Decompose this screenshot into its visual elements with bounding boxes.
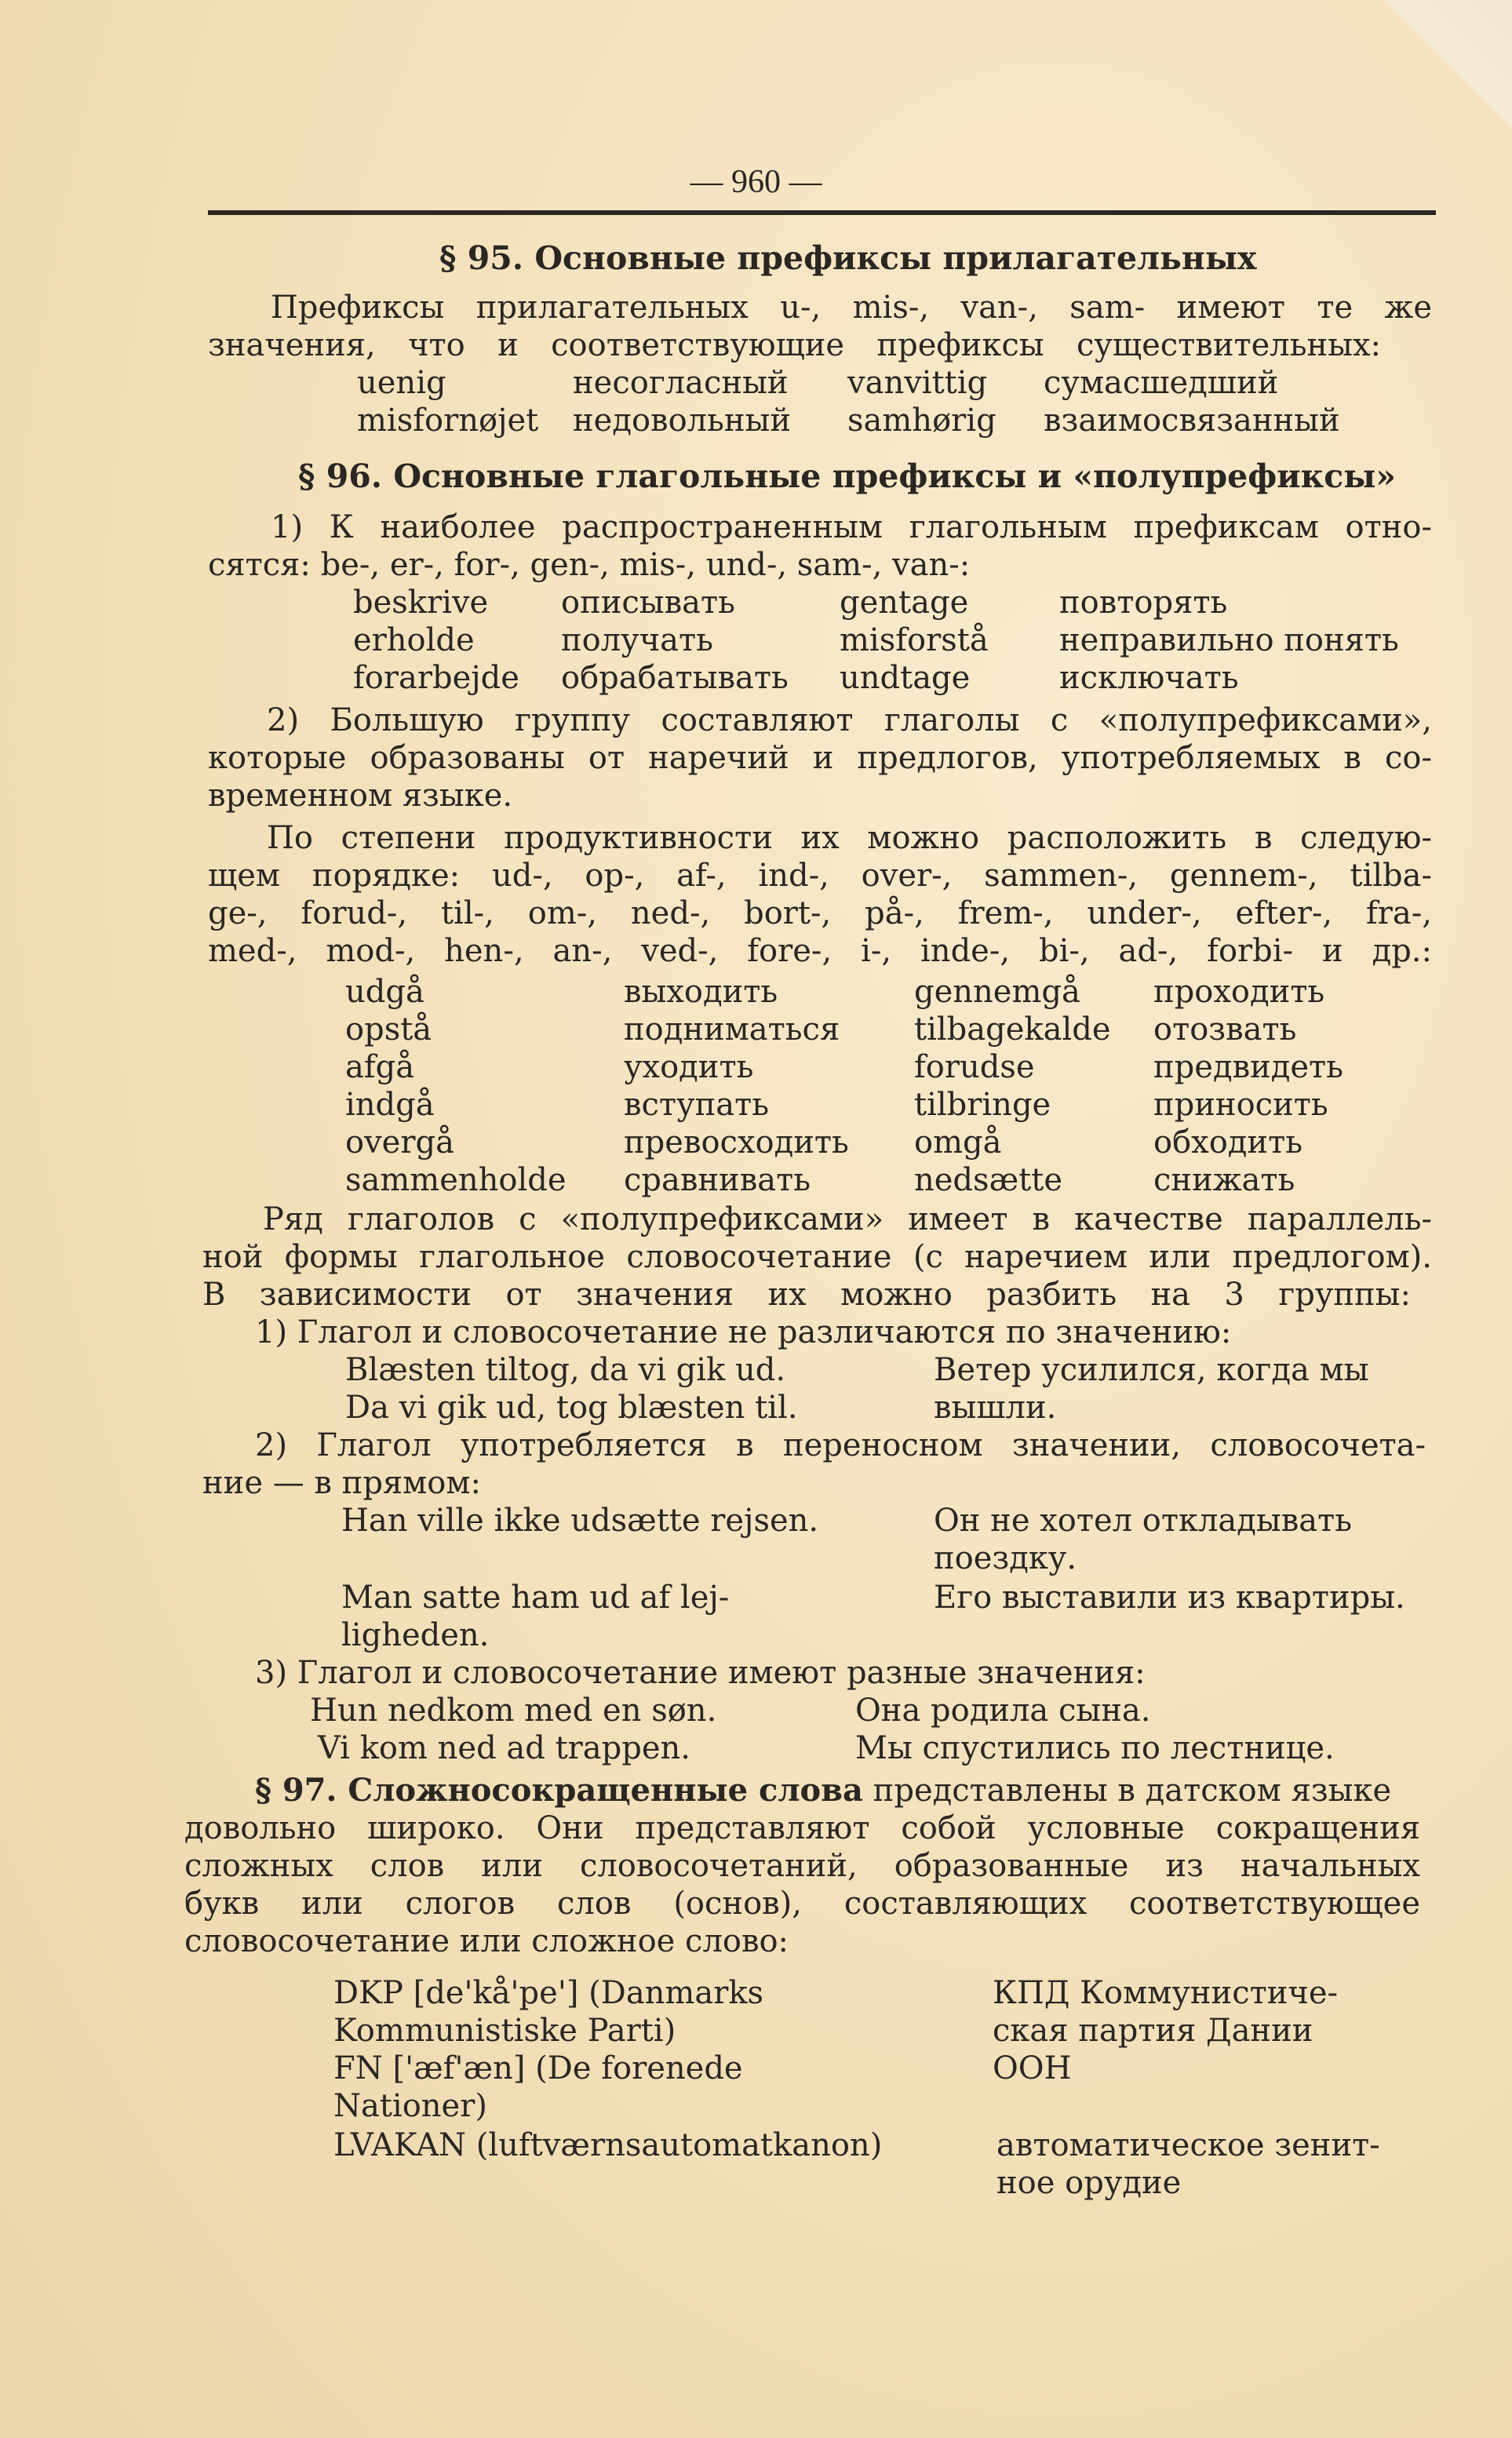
example-russian: вступать bbox=[624, 1087, 769, 1123]
s96-p4-line: Ряд глаголов с «полупрефиксами» имеет в качестве параллель- bbox=[263, 1201, 1432, 1237]
example-danish: gennemgå bbox=[914, 974, 1080, 1010]
group-2-label: 2) Глагол употребляется в переносном значении, словосочета- bbox=[255, 1427, 1426, 1463]
example-danish: opstå bbox=[345, 1011, 432, 1048]
s96-p1-line: 1) К наиболее распространенным глагольным префиксам отно- bbox=[271, 509, 1432, 545]
example-danish: Da vi gik ud, tog blæsten til. bbox=[345, 1390, 798, 1426]
example-danish: beskrive bbox=[353, 585, 489, 621]
example-russian: Мы спустились по лестнице. bbox=[855, 1730, 1335, 1766]
section-96-heading: § 96. Основные глагольные префиксы и «полупрефиксы» bbox=[298, 457, 1396, 495]
example-danish: erholde bbox=[353, 622, 475, 658]
example-russian: Он не хотел откладывать bbox=[934, 1503, 1352, 1539]
s97-line: словосочетание или сложное слово: bbox=[184, 1923, 789, 1959]
example-danish: afgå bbox=[345, 1049, 415, 1085]
example-russian: получать bbox=[561, 622, 713, 658]
section-95-heading: § 95. Основные префиксы прилагательных bbox=[439, 239, 1257, 277]
s96-p2-line: которые образованы от наречий и предлогов, употребляемых в со- bbox=[208, 740, 1432, 776]
example-danish: Man satte ham ud af lej- bbox=[341, 1580, 730, 1616]
example-russian: превосходить bbox=[624, 1124, 849, 1161]
example-danish: omgå bbox=[914, 1124, 1002, 1161]
abbr-danish: Kommunistiske Parti) bbox=[333, 2013, 676, 2049]
abbr-russian: КПД Коммунистиче- bbox=[993, 1975, 1339, 2011]
example-russian: сравнивать bbox=[624, 1162, 811, 1198]
example-danish: samhørig bbox=[847, 403, 996, 439]
example-danish: tilbringe bbox=[914, 1087, 1051, 1123]
page-corner-fold bbox=[1355, 0, 1512, 157]
s96-p2-line: временном языке. bbox=[208, 778, 513, 814]
example-russian: приносить bbox=[1153, 1087, 1328, 1123]
example-danish: uenig bbox=[357, 365, 446, 401]
example-russian: проходить bbox=[1153, 974, 1325, 1010]
abbr-russian: ская партия Дании bbox=[993, 2013, 1313, 2049]
example-russian: подниматься bbox=[624, 1011, 840, 1048]
example-russian: уходить bbox=[624, 1049, 754, 1085]
example-danish: forarbejde bbox=[353, 660, 519, 696]
example-russian: повторять bbox=[1059, 585, 1228, 621]
section-97-heading: § 97. Сложносокращенные слова bbox=[255, 1772, 863, 1809]
example-danish: udgå bbox=[345, 974, 424, 1010]
s97-first-line bbox=[255, 1772, 1391, 1809]
abbr-danish: DKP [de'kå'pe'] (Danmarks bbox=[333, 1975, 764, 2011]
s97-line: сложных слов или словосочетаний, образованные из начальных bbox=[184, 1848, 1420, 1884]
example-danish: indgå bbox=[345, 1087, 435, 1123]
group-1-label: 1) Глагол и словосочетание не различаются по значению: bbox=[255, 1314, 1232, 1350]
s96-p3-line: ge-, forud-, til-, om-, ned-, bort-, på-, frem-, under-, efter-, fra-, bbox=[208, 895, 1432, 931]
example-russian: отозвать bbox=[1153, 1011, 1297, 1048]
example-russian: описывать bbox=[561, 585, 735, 621]
example-danish: misforstå bbox=[840, 622, 989, 658]
s95-intro-line: значения, что и соответствующие префиксы существительных: bbox=[208, 327, 1381, 363]
example-danish: vanvittig bbox=[847, 365, 988, 401]
example-russian: обрабатывать bbox=[561, 660, 789, 696]
s96-p3-line: щем порядке: ud-, op-, af-, ind-, over-, sammen-, gennem-, tilba- bbox=[208, 858, 1432, 894]
example-danish: gentage bbox=[840, 585, 969, 621]
s96-p3-line: По степени продуктивности их можно расположить в следую- bbox=[267, 820, 1432, 856]
example-russian: выходить bbox=[624, 974, 778, 1010]
s96-p4-line: В зависимости от значения их можно разбить на 3 группы: bbox=[202, 1277, 1411, 1313]
s97-line: довольно широко. Они представляют собой условные сокращения bbox=[184, 1810, 1420, 1846]
group-3-label: 3) Глагол и словосочетание имеют разные значения: bbox=[255, 1655, 1146, 1691]
s97-first-line-rest: представлены в датском языке bbox=[873, 1773, 1392, 1809]
example-russian: Ветер усилился, когда мы bbox=[934, 1352, 1369, 1388]
example-russian: обходить bbox=[1153, 1124, 1303, 1161]
example-danish: Blæsten tiltog, da vi gik ud. bbox=[345, 1352, 786, 1388]
abbr-danish: Nationer) bbox=[333, 2088, 487, 2124]
example-danish: overgå bbox=[345, 1124, 454, 1161]
example-russian: несогласный bbox=[573, 365, 789, 401]
example-russian: Его выставили из квартиры. bbox=[934, 1580, 1405, 1616]
s96-p2-line: 2) Большую группу составляют глаголы с «полупрефиксами», bbox=[267, 702, 1432, 738]
example-danish: Vi kom ned ad trappen. bbox=[318, 1730, 690, 1766]
example-danish: tilbagekalde bbox=[914, 1011, 1111, 1048]
group-2-label: ние — в прямом: bbox=[202, 1465, 481, 1501]
s95-intro-line: Префиксы прилагательных u-, mis-, van-, sam- имеют те же bbox=[271, 290, 1432, 326]
example-danish: nedsætte bbox=[914, 1162, 1062, 1198]
abbr-danish: FN ['æf'æn] (De forenede bbox=[333, 2050, 743, 2086]
s96-p4-line: ной формы глагольное словосочетание (с наречием или предлогом). bbox=[202, 1239, 1432, 1275]
example-russian: снижать bbox=[1153, 1162, 1295, 1198]
s97-line: букв или слогов слов (основ), составляющих соответствующее bbox=[184, 1886, 1420, 1922]
example-danish: Hun nedkom med en søn. bbox=[310, 1693, 717, 1729]
example-danish: Han ville ikke udsætte rejsen. bbox=[341, 1503, 819, 1539]
example-russian: Она родила сына. bbox=[855, 1693, 1151, 1729]
s96-p1-line: сятся: be-, er-, for-, gen-, mis-, und-, sam-, van-: bbox=[208, 547, 971, 583]
example-russian: сумасшедший bbox=[1044, 365, 1279, 401]
page-number: — 960 — bbox=[690, 164, 822, 200]
example-russian: взаимосвязанный bbox=[1044, 403, 1340, 439]
example-russian: поездку. bbox=[934, 1540, 1077, 1576]
header-rule bbox=[208, 210, 1436, 215]
example-russian: исключать bbox=[1059, 660, 1239, 696]
example-danish: undtage bbox=[840, 660, 971, 696]
s96-p3-line: med-, mod-, hen-, an-, ved-, fore-, i-, inde-, bi-, ad-, forbi- и др.: bbox=[208, 933, 1432, 969]
example-danish: sammenholde bbox=[345, 1162, 567, 1198]
example-danish: ligheden. bbox=[341, 1617, 490, 1653]
example-russian: недовольный bbox=[573, 403, 791, 439]
abbr-russian: автоматическое зенит- bbox=[996, 2127, 1380, 2163]
example-russian: предвидеть bbox=[1153, 1049, 1343, 1085]
example-russian: вышли. bbox=[934, 1390, 1057, 1426]
example-danish: forudse bbox=[914, 1049, 1035, 1085]
example-russian: неправильно понять bbox=[1059, 622, 1399, 658]
example-danish: misfornøjet bbox=[357, 403, 539, 439]
abbr-russian: ное орудие bbox=[996, 2165, 1182, 2201]
abbr-danish: LVAKAN (luftværnsautomatkanon) bbox=[333, 2127, 883, 2163]
abbr-russian: ООН bbox=[993, 2050, 1072, 2086]
